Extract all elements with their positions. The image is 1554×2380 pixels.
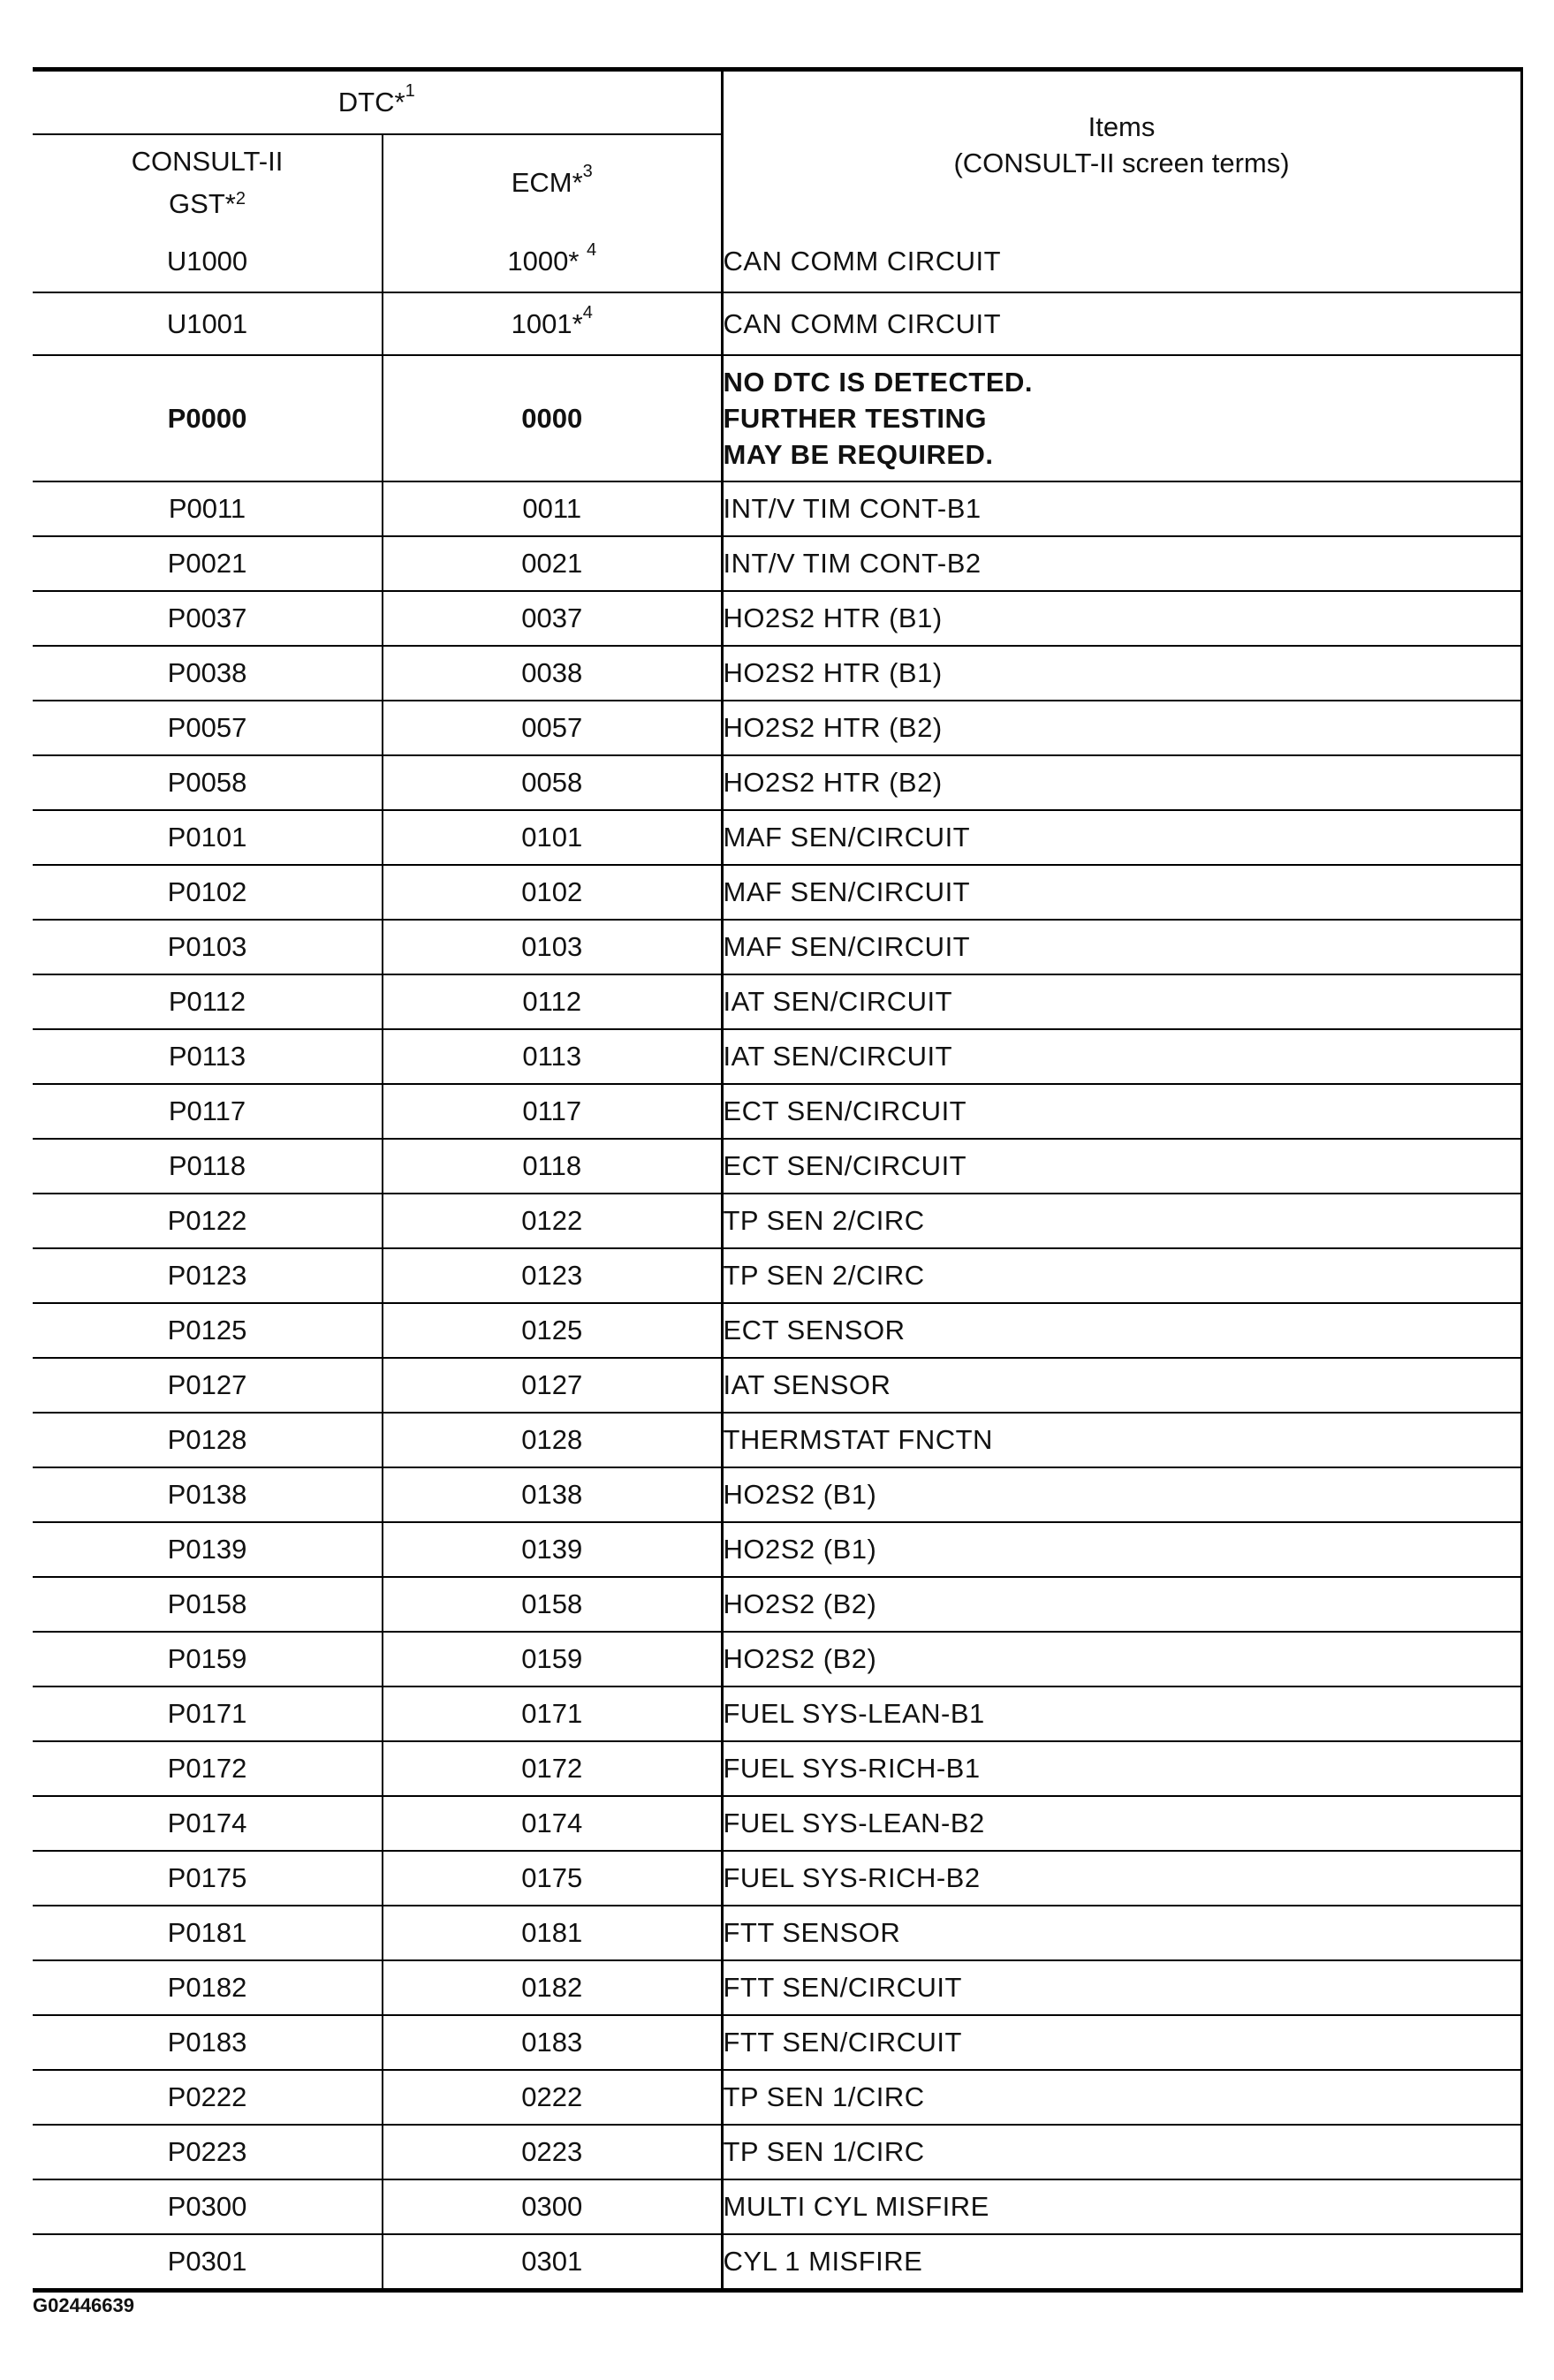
ecm-code-cell: 0101 [383, 810, 722, 865]
item-cell: THERMSTAT FNCTN [722, 1413, 1521, 1467]
item-cell: IAT SEN/CIRCUIT [722, 1029, 1521, 1084]
figure-id: G02446639 [33, 2294, 134, 2316]
consult-code-cell: P0127 [33, 1358, 383, 1413]
table-row [33, 1906, 1521, 1960]
ecm-code-cell: 0127 [383, 1358, 722, 1413]
consult-code-cell: P0183 [33, 2015, 383, 2070]
ecm-code-cell: 0011 [383, 481, 722, 536]
item-cell: TP SEN 1/CIRC [722, 2125, 1521, 2179]
table-row [33, 591, 1521, 646]
consult-gst-header: CONSULT-II GST*$^2$ [33, 134, 383, 231]
ecm-code-cell: 0172 [383, 1741, 722, 1796]
table-row [33, 1960, 1521, 2015]
ecm-header: ECM*$^3$ [383, 134, 722, 231]
consult-code-cell: P0123 [33, 1248, 383, 1303]
ecm-code-cell: 0128 [383, 1413, 722, 1467]
ecm-code-cell: 1001*$^4$ [383, 292, 722, 355]
item-cell: FUEL SYS-RICH-B2 [722, 1851, 1521, 1906]
consult-code-cell: P0181 [33, 1906, 383, 1960]
item-cell: MULTI CYL MISFIRE [722, 2179, 1521, 2234]
consult-code-cell: P0125 [33, 1303, 383, 1358]
ecm-code-cell: 0037 [383, 591, 722, 646]
item-cell: HO2S2 HTR (B1) [722, 591, 1521, 646]
ecm-code-cell: 0222 [383, 2070, 722, 2125]
ecm-code-cell: 0103 [383, 920, 722, 974]
table-row [33, 1084, 1521, 1139]
item-cell: IAT SEN/CIRCUIT [722, 974, 1521, 1029]
ecm-code-cell: 0000 [383, 355, 722, 481]
ecm-code-cell: 0174 [383, 1796, 722, 1851]
ecm-code-cell: 0057 [383, 701, 722, 755]
item-cell: HO2S2 (B1) [722, 1522, 1521, 1577]
consult-code-cell: P0171 [33, 1686, 383, 1741]
table-header [33, 70, 1521, 231]
item-cell: HO2S2 HTR (B2) [722, 701, 1521, 755]
ecm-code-cell: 0138 [383, 1467, 722, 1522]
table-body [33, 231, 1521, 2291]
items-header: Items (CONSULT-II screen terms) [722, 70, 1521, 231]
consult-code-cell: P0182 [33, 1960, 383, 2015]
ecm-code-cell: 1000* $^4$ [383, 231, 722, 292]
table-row [33, 355, 1521, 481]
table-row [33, 1632, 1521, 1686]
consult-code-cell: P0021 [33, 536, 383, 591]
table-row [33, 231, 1521, 292]
ecm-code-cell: 0112 [383, 974, 722, 1029]
ecm-code-cell: 0118 [383, 1139, 722, 1194]
item-cell: TP SEN 2/CIRC [722, 1194, 1521, 1248]
table-row [33, 1577, 1521, 1632]
consult-code-cell: P0175 [33, 1851, 383, 1906]
ecm-code-cell: 0300 [383, 2179, 722, 2234]
consult-code-cell: U1000 [33, 231, 383, 292]
item-cell: MAF SEN/CIRCUIT [722, 865, 1521, 920]
consult-code-cell: P0103 [33, 920, 383, 974]
consult-code-cell: P0101 [33, 810, 383, 865]
consult-code-cell: P0117 [33, 1084, 383, 1139]
consult-code-cell: P0038 [33, 646, 383, 701]
ecm-code-cell: 0038 [383, 646, 722, 701]
table-row [33, 701, 1521, 755]
ecm-code-cell: 0171 [383, 1686, 722, 1741]
item-cell: CAN COMM CIRCUIT [722, 231, 1521, 292]
item-cell: CAN COMM CIRCUIT [722, 292, 1521, 355]
consult-code-cell: P0128 [33, 1413, 383, 1467]
consult-code-cell: P0223 [33, 2125, 383, 2179]
consult-code-cell: P0159 [33, 1632, 383, 1686]
consult-code-cell: P0058 [33, 755, 383, 810]
table-row [33, 646, 1521, 701]
consult-code-cell: P0112 [33, 974, 383, 1029]
table-row [33, 1358, 1521, 1413]
ecm-code-cell: 0102 [383, 865, 722, 920]
table-row [33, 481, 1521, 536]
item-cell: ECT SEN/CIRCUIT [722, 1139, 1521, 1194]
table-row [33, 1467, 1521, 1522]
item-cell: TP SEN 2/CIRC [722, 1248, 1521, 1303]
ecm-code-cell: 0175 [383, 1851, 722, 1906]
item-cell: HO2S2 (B2) [722, 1632, 1521, 1686]
consult-code-cell: P0057 [33, 701, 383, 755]
consult-code-cell: P0113 [33, 1029, 383, 1084]
ecm-code-cell: 0158 [383, 1577, 722, 1632]
consult-code-cell: P0102 [33, 865, 383, 920]
item-cell: FUEL SYS-LEAN-B2 [722, 1796, 1521, 1851]
consult-code-cell: P0037 [33, 591, 383, 646]
ecm-code-cell: 0113 [383, 1029, 722, 1084]
ecm-code-cell: 0021 [383, 536, 722, 591]
consult-code-cell: P0011 [33, 481, 383, 536]
ecm-code-cell: 0301 [383, 2234, 722, 2291]
table-row [33, 2234, 1521, 2291]
item-cell: NO DTC IS DETECTED. FURTHER TESTING MAY BE REQUIRED. [722, 355, 1521, 481]
table-row [33, 2125, 1521, 2179]
table-row [33, 2070, 1521, 2125]
item-cell: FUEL SYS-LEAN-B1 [722, 1686, 1521, 1741]
table-row [33, 865, 1521, 920]
dtc-table [33, 67, 1523, 2293]
ecm-code-cell: 0122 [383, 1194, 722, 1248]
dtc-group-header: DTC*$^1$ [33, 70, 722, 135]
consult-code-cell: P0300 [33, 2179, 383, 2234]
item-cell: FUEL SYS-RICH-B1 [722, 1741, 1521, 1796]
table-row [33, 1522, 1521, 1577]
table-row [33, 1796, 1521, 1851]
ecm-code-cell: 0159 [383, 1632, 722, 1686]
table-row [33, 974, 1521, 1029]
table-row [33, 1741, 1521, 1796]
consult-code-cell: P0222 [33, 2070, 383, 2125]
item-cell: HO2S2 HTR (B2) [722, 755, 1521, 810]
item-cell: FTT SEN/CIRCUIT [722, 1960, 1521, 2015]
item-cell: FTT SENSOR [722, 1906, 1521, 1960]
item-cell: INT/V TIM CONT-B1 [722, 481, 1521, 536]
table-row [33, 1248, 1521, 1303]
ecm-code-cell: 0117 [383, 1084, 722, 1139]
table-row [33, 1413, 1521, 1467]
item-cell: CYL 1 MISFIRE [722, 2234, 1521, 2291]
ecm-code-cell: 0183 [383, 2015, 722, 2070]
item-cell: FTT SEN/CIRCUIT [722, 2015, 1521, 2070]
table-row [33, 1029, 1521, 1084]
item-cell: HO2S2 HTR (B1) [722, 646, 1521, 701]
table-row [33, 1303, 1521, 1358]
ecm-code-cell: 0123 [383, 1248, 722, 1303]
item-cell: HO2S2 (B1) [722, 1467, 1521, 1522]
item-cell: IAT SENSOR [722, 1358, 1521, 1413]
item-cell: ECT SENSOR [722, 1303, 1521, 1358]
consult-code-cell: P0301 [33, 2234, 383, 2291]
consult-code-cell: P0000 [33, 355, 383, 481]
ecm-code-cell: 0139 [383, 1522, 722, 1577]
ecm-code-cell: 0125 [383, 1303, 722, 1358]
ecm-code-cell: 0182 [383, 1960, 722, 2015]
table-row [33, 536, 1521, 591]
item-cell: HO2S2 (B2) [722, 1577, 1521, 1632]
table-row [33, 292, 1521, 355]
consult-code-cell: P0139 [33, 1522, 383, 1577]
table-row [33, 1194, 1521, 1248]
table-row [33, 2015, 1521, 2070]
item-cell: ECT SEN/CIRCUIT [722, 1084, 1521, 1139]
item-cell: INT/V TIM CONT-B2 [722, 536, 1521, 591]
table-row [33, 920, 1521, 974]
item-cell: MAF SEN/CIRCUIT [722, 810, 1521, 865]
consult-code-cell: P0138 [33, 1467, 383, 1522]
consult-code-cell: P0122 [33, 1194, 383, 1248]
item-cell: TP SEN 1/CIRC [722, 2070, 1521, 2125]
table-row [33, 755, 1521, 810]
table-row [33, 1851, 1521, 1906]
table-row [33, 810, 1521, 865]
table-row [33, 1686, 1521, 1741]
consult-code-cell: P0158 [33, 1577, 383, 1632]
consult-code-cell: P0174 [33, 1796, 383, 1851]
table-row [33, 2179, 1521, 2234]
consult-code-cell: U1001 [33, 292, 383, 355]
ecm-code-cell: 0223 [383, 2125, 722, 2179]
ecm-code-cell: 0181 [383, 1906, 722, 1960]
item-cell: MAF SEN/CIRCUIT [722, 920, 1521, 974]
consult-code-cell: P0172 [33, 1741, 383, 1796]
table-row [33, 1139, 1521, 1194]
consult-code-cell: P0118 [33, 1139, 383, 1194]
ecm-code-cell: 0058 [383, 755, 722, 810]
